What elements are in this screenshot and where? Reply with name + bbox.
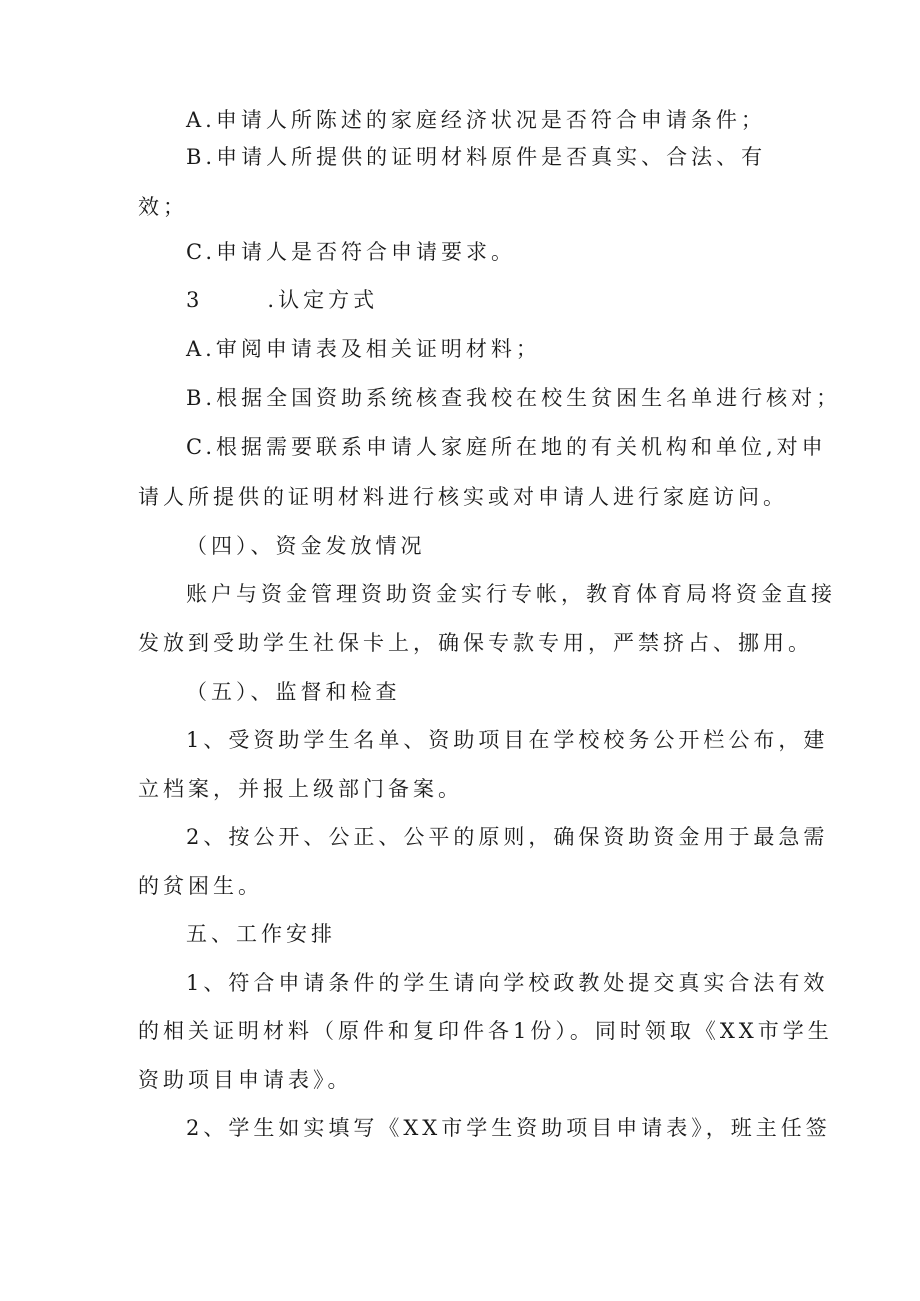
section-heading-work: 五、工作安排: [186, 922, 336, 946]
text-line-b-1: B.申请人所提供的证明材料原件是否真实、合法、有: [186, 145, 767, 169]
paragraph-supervise-1b: 立档案，并报上级部门备案。: [138, 777, 463, 801]
paragraph-work-1: 1、符合申请条件的学生请向学校政教处提交真实合法有效: [186, 971, 829, 995]
paragraph-supervise-1: 1、受资助学生名单、资助项目在学校校务公开栏公布，建: [186, 728, 829, 752]
paragraph-funds-1: 账户与资金管理资助资金实行专帐，教育体育局将资金直接: [186, 582, 836, 606]
text-line-a-1: A.申请人所陈述的家庭经济状况是否符合申请条件；: [186, 108, 766, 132]
paragraph-supervise-2b: 的贫困生。: [138, 874, 263, 898]
section-heading-3: 3 .认定方式: [186, 288, 379, 312]
paragraph-work-1c: 资助项目申请表》。: [138, 1068, 353, 1092]
paragraph-supervise-2: 2、按公开、公正、公平的原则，确保资助资金用于最急需: [186, 825, 829, 849]
paragraph-funds-2: 发放到受助学生社保卡上，确保专款专用，严禁挤占、挪用。: [138, 631, 813, 655]
section-heading-4: （四）、资金发放情况: [186, 534, 426, 558]
paragraph-work-2: 2、学生如实填写《XX市学生资助项目申请表》，班主任签: [186, 1116, 831, 1140]
text-line-c-2: C.根据需要联系申请人家庭所在地的有关机构和单位,对申: [186, 435, 827, 459]
text-line-b-3: B.根据全国资助系统核查我校在校生贫困生名单进行核对；: [186, 386, 842, 410]
text-line-c-1: C.申请人是否符合申请要求。: [186, 240, 516, 264]
text-line-c-3: 请人所提供的证明材料进行核实或对申请人进行家庭访问。: [138, 485, 788, 509]
paragraph-work-1b: 的相关证明材料（原件和复印件各1份）。同时领取《XX市学生: [138, 1019, 833, 1043]
text-line-a-2: A.审阅申请表及相关证明材料；: [186, 337, 541, 361]
text-line-b-2: 效；: [138, 195, 188, 219]
section-heading-5: （五）、监督和检查: [186, 680, 401, 704]
